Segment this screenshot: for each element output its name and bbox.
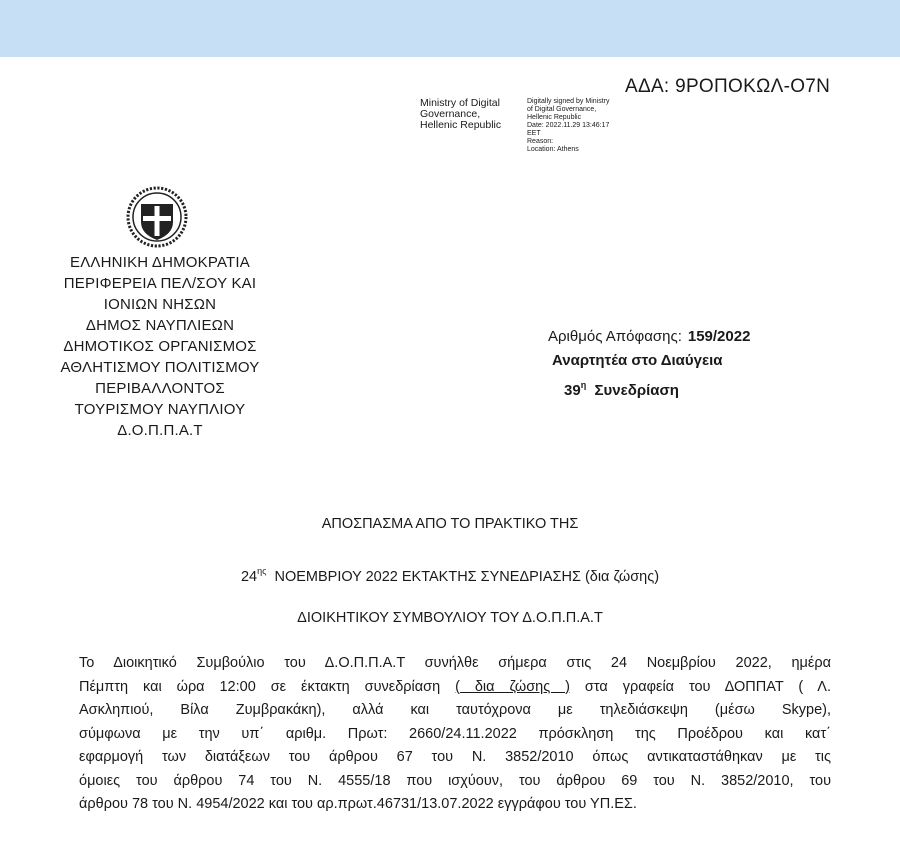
signature-name-line: Ministry of Digital — [420, 97, 500, 109]
decision-label: Αριθμός Απόφασης: — [548, 328, 682, 345]
authority-line: ΑΘΛΗΤΙΣΜΟΥ ΠΟΛΙΤΙΣΜΟΥ — [60, 359, 260, 376]
paragraph-text: στα γραφεία του ΔΟΠΠΑΤ ( Λ. — [569, 678, 832, 695]
signature-detail-line: Digitally signed by Ministry — [527, 98, 610, 105]
title-line-3: ΔΙΟΙΚΗΤΙΚΟΥ ΣΥΜΒΟΥΛΙΟΥ ΤΟΥ Δ.Ο.Π.Π.Α.Τ — [297, 610, 603, 626]
session-ordinal: η — [580, 380, 587, 390]
minutes-paragraph — [79, 652, 831, 817]
signature-name-line: Hellenic Republic — [420, 119, 502, 131]
paragraph-line: Το Διοικητικό Συμβούλιο του Δ.Ο.Π.Π.Α.Τ συνήλθε σήμερα στις 24 Νοεμβρίου 2022, ημέρα — [79, 655, 831, 671]
paragraph-line: Ασκληπιού, Βίλα Ζυμβρακάκη), αλλά και ταυτόχρονα με τηλεδιάσκεψη (μέσω Skype), — [79, 702, 831, 718]
title-date-rest: ΝΟΕΜΒΡΙΟΥ 2022 ΕΚΤΑΚΤΗΣ ΣΥΝΕΔΡΙΑΣΗΣ (δια ζώσης) — [274, 569, 660, 585]
title-line-1: ΑΠΟΣΠΑΣΜΑ ΑΠΟ ΤΟ ΠΡΑΚΤΙΚΟ ΤΗΣ — [321, 516, 579, 532]
authority-line: ΠΕΡΙΦΕΡΕΙΑ ΠΕΛ/ΣΟΥ ΚΑΙ — [63, 275, 257, 292]
signature-detail-line: EET — [527, 130, 541, 137]
authority-line: ΙΟΝΙΩΝ ΝΗΣΩΝ — [103, 296, 217, 313]
signature-detail-line: Location: Athens — [527, 146, 579, 153]
authority-line: ΕΛΛΗΝΙΚΗ ΔΗΜΟΚΡΑΤΙΑ — [70, 254, 250, 271]
title-day-ordinal: ης — [257, 566, 267, 576]
authority-line: ΠΕΡΙΒΑΛΛΟΝΤΟΣ — [95, 380, 225, 397]
decision-number: 159/2022 — [687, 328, 751, 345]
hellenic-emblem-icon — [126, 186, 188, 248]
session-word: Συνεδρίαση — [594, 382, 679, 399]
session-number: 39 — [564, 382, 581, 399]
title-line-2 — [0, 566, 900, 585]
decision-block — [548, 325, 750, 403]
top-banner — [0, 0, 900, 57]
signature-name-line: Governance, — [420, 108, 481, 120]
paragraph-line: όμοιες του άρθρου 74 του Ν. 4555/18 που ισχύουν, του άρθρου 69 του Ν. 3852/2010, του — [79, 772, 831, 789]
paragraph-line — [79, 676, 831, 700]
paragraph-line: εφαρμογή των διατάξεων του άρθρου 67 του Ν. 3852/2010 όπως αντικαταστάθηκαν με τις — [79, 749, 831, 765]
paragraph-line: σύμφωνα με την υπ΄ αριθμ. Πρωτ: 2660/24.11.2022 πρόσκληση της Προέδρου και κατ΄ — [79, 725, 831, 742]
paragraph-text: Πέμπτη και ώρα 12:00 σε έκτακτη συνεδρίαση — [79, 678, 456, 695]
paragraph-line: άρθρου 78 του Ν. 4954/2022 και του αρ.πρωτ.46731/13.07.2022 εγγράφου του ΥΠ.ΕΣ. — [79, 796, 637, 812]
signature-detail-line: Reason: — [527, 138, 554, 145]
signature-name — [420, 98, 525, 131]
session-label — [548, 373, 750, 403]
authority-line: ΤΟΥΡΙΣΜΟΥ ΝΑΥΠΛΙΟΥ — [74, 401, 246, 418]
ada-code: ΑΔΑ: 9ΡΟΠΟΚΩΛ-Ο7Ν — [625, 76, 831, 97]
authority-line: Δ.Ο.Π.Π.Α.Τ — [117, 422, 203, 439]
signature-detail-line: Hellenic Republic — [527, 114, 582, 121]
in-person-note: ( δια ζώσης ) — [455, 678, 570, 695]
decision-number-row — [548, 325, 750, 349]
signature-details — [527, 98, 637, 154]
issuing-authority — [60, 252, 260, 441]
title-day: 24 — [240, 569, 258, 585]
signature-detail-line: of Digital Governance, — [527, 106, 597, 113]
authority-line: ΔΗΜΟΤΙΚΟΣ ΟΡΓΑΝΙΣΜΟΣ — [63, 338, 257, 355]
authority-line: ΔΗΜΟΣ ΝΑΥΠΛΙΕΩΝ — [85, 317, 235, 334]
publish-note: Αναρτητέα στο Διαύγεια — [552, 352, 723, 369]
signature-detail-line: Date: 2022.11.29 13:46:17 — [527, 122, 610, 129]
